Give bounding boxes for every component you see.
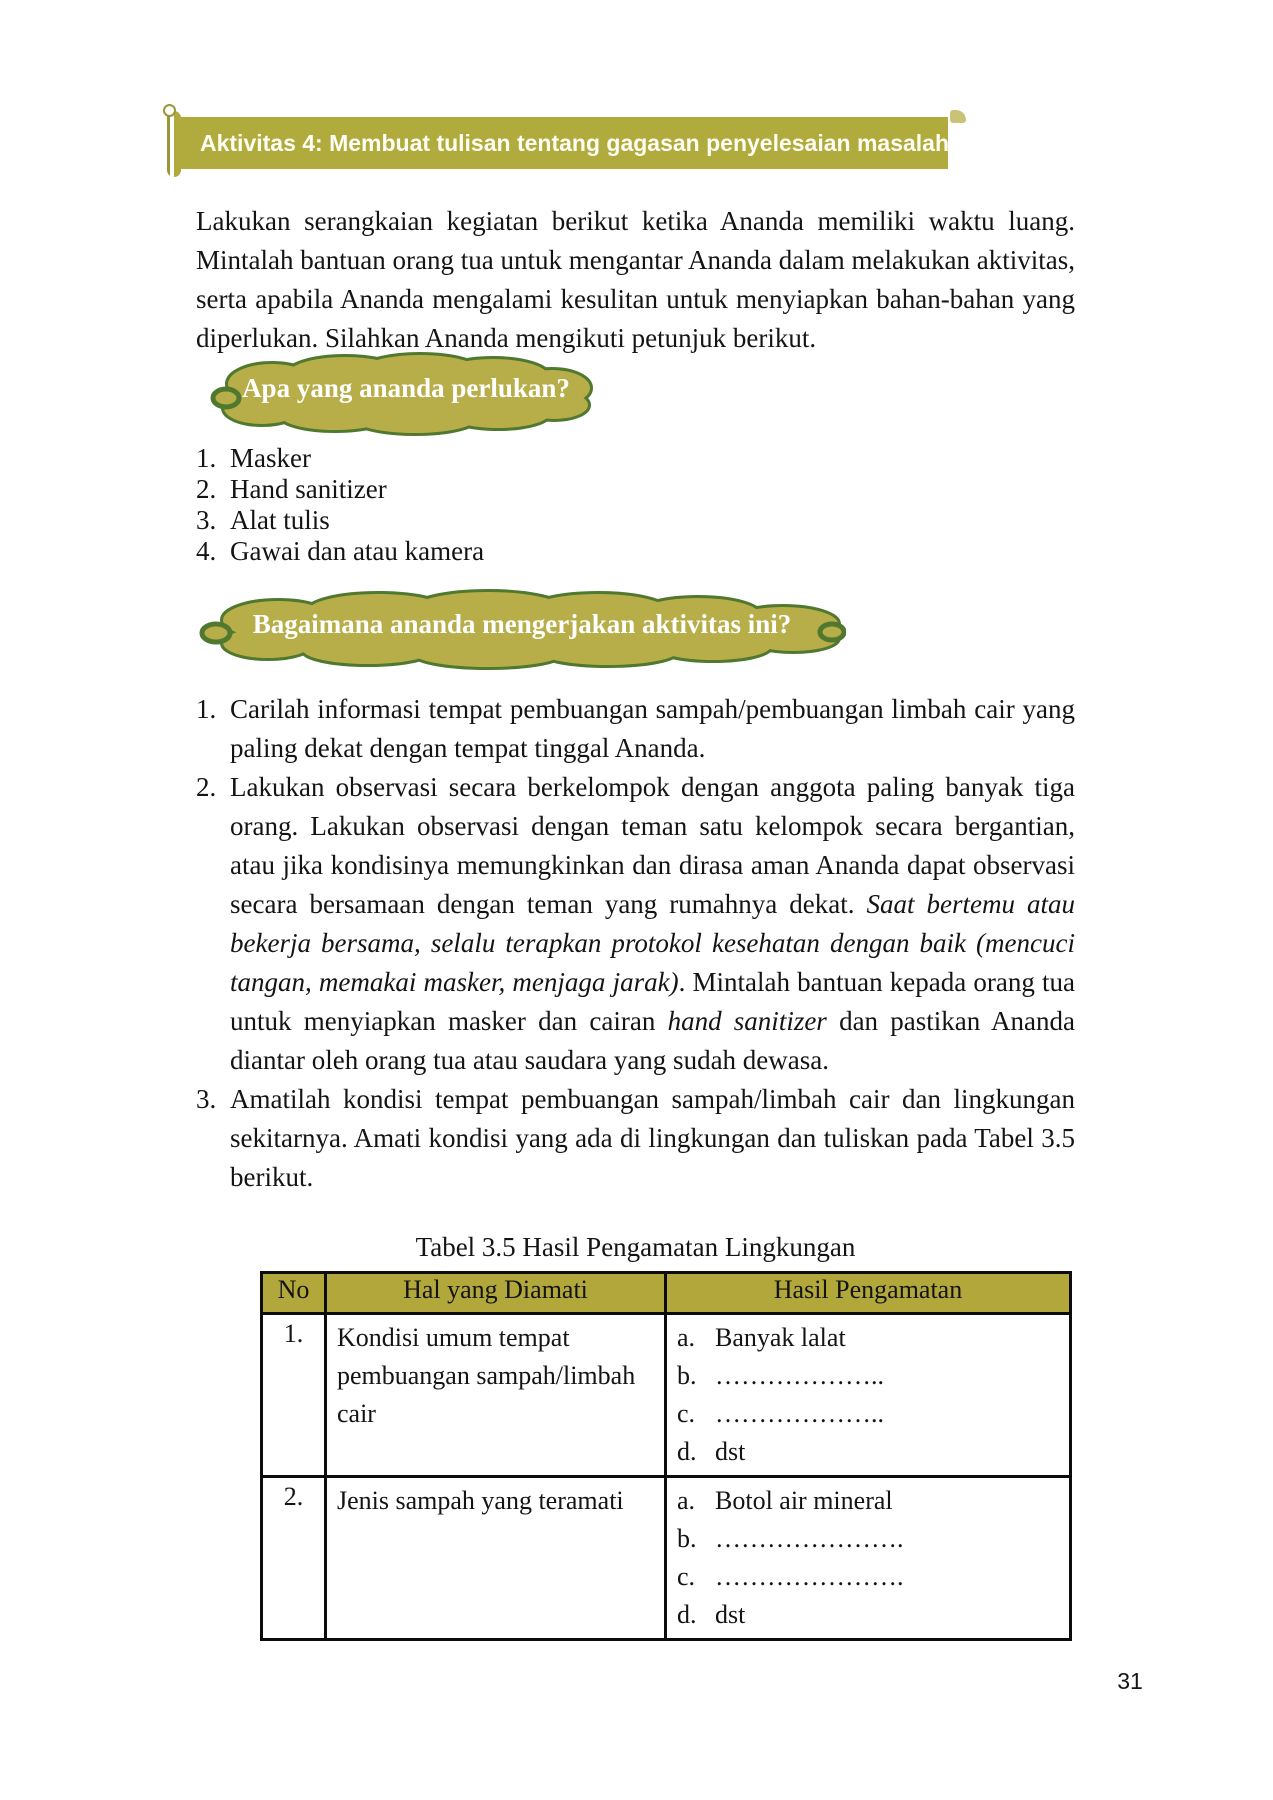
hasil-letter: b. <box>677 1361 697 1390</box>
hasil-text: …………………. <box>715 1524 904 1553</box>
hasil-letter: b. <box>677 1524 697 1553</box>
hasil-text: Botol air mineral <box>715 1486 893 1515</box>
activity-banner-title: Aktivitas 4: Membuat tulisan tentang gagasan penyelesaian masalah <box>200 129 950 156</box>
list-item-label: Gawai dan atau kamera <box>230 536 485 566</box>
list-item <box>196 443 796 474</box>
hasil-letter: a. <box>677 1323 696 1352</box>
cell-hasil <box>666 1314 1071 1477</box>
step-text: Amatilah kondisi tempat pembuangan sampah/limbah cair dan lingkungan sekitarnya. Amati kondisi yang ada di lingkungan dan tuliskan pada Tabel 3.5 berikut. <box>230 1084 1075 1192</box>
banner-corner-curl-icon <box>950 110 966 123</box>
hasil-line <box>677 1596 1063 1634</box>
step-item <box>196 690 1075 768</box>
cell-hal: Jenis sampah yang teramati <box>326 1477 666 1640</box>
instruction-steps <box>196 690 1075 1197</box>
step-number: 1. <box>196 694 217 724</box>
hasil-text: Banyak lalat <box>715 1323 846 1352</box>
list-item <box>196 536 796 567</box>
hasil-line <box>677 1395 1063 1433</box>
list-item-number: 3. <box>196 505 217 535</box>
hasil-text: ……………….. <box>715 1361 884 1390</box>
observation-table <box>260 1271 1072 1641</box>
step-number: 3. <box>196 1084 217 1114</box>
column-header-hasil: Hasil Pengamatan <box>666 1273 1071 1314</box>
column-header-hal: Hal yang Diamati <box>326 1273 666 1314</box>
list-item-label: Alat tulis <box>230 505 330 535</box>
callout-how-label: Bagaimana ananda mengerjakan aktivitas ini? <box>252 608 792 639</box>
list-item-label: Hand sanitizer <box>230 474 387 504</box>
list-item-number: 4. <box>196 536 217 566</box>
hasil-letter: c. <box>677 1562 696 1591</box>
activity-banner <box>176 117 948 169</box>
callout-need-label: Apa yang ananda perlukan? <box>242 372 570 403</box>
materials-list <box>196 443 796 567</box>
table-row <box>262 1477 1071 1640</box>
list-item <box>196 505 796 536</box>
hasil-text: dst <box>715 1600 746 1629</box>
hasil-text: dst <box>715 1437 746 1466</box>
hasil-text: ……………….. <box>715 1399 884 1428</box>
page-number: 31 <box>1117 1668 1143 1694</box>
intro-paragraph: Lakukan serangkaian kegiatan berikut ketika Ananda memiliki waktu luang. Mintalah bantuan orang tua untuk mengantar Ananda dalam melakukan aktivitas, serta apabila Ananda mengalami kesulitan untuk menyiapkan bahan-bahan yang diperlukan. Silahkan Ananda mengikuti petunjuk berikut. <box>196 206 1075 353</box>
hasil-letter: c. <box>677 1399 696 1428</box>
banner-scroll-curl-icon <box>163 104 176 117</box>
list-item-number: 2. <box>196 474 217 504</box>
list-item <box>196 474 796 505</box>
hasil-line <box>677 1520 1063 1558</box>
hasil-letter: d. <box>677 1600 697 1629</box>
list-item-number: 1. <box>196 443 217 473</box>
step-text: Lakukan observasi secara berkelompok dengan anggota paling banyak tiga orang. Lakukan observasi dengan teman satu kelompok secara bergantian, atau jika kondisinya memungkinkan dan dirasa aman Ananda dapat observasi secara bersamaan dengan teman yang rumahnya dekat. Saat bertemu atau bekerja bersama, selalu terapkan protokol kesehatan dengan baik (mencuci tangan, memakai masker, menjaga jarak). Mintalah bantuan kepada orang tua untuk menyiapkan masker dan cairan hand sanitizer dan pastikan Ananda diantar oleh orang tua atau saudara yang sudah dewasa. <box>230 772 1075 1075</box>
callout-cloud-need <box>210 350 602 438</box>
hasil-line <box>677 1558 1063 1596</box>
step-text: Carilah informasi tempat pembuangan sampah/pembuangan limbah cair yang paling dekat dengan tempat tinggal Ananda. <box>230 694 1075 763</box>
table-caption: Tabel 3.5 Hasil Pengamatan Lingkungan <box>415 1232 856 1262</box>
step-item <box>196 1080 1075 1197</box>
callout-cloud-how <box>198 588 846 672</box>
hasil-letter: d. <box>677 1437 697 1466</box>
column-header-no: No <box>262 1273 326 1314</box>
hasil-line <box>677 1357 1063 1395</box>
table-header-row <box>262 1273 1071 1314</box>
hasil-letter: a. <box>677 1486 696 1515</box>
list-item-label: Masker <box>230 443 311 473</box>
cell-hasil <box>666 1477 1071 1640</box>
hasil-line <box>677 1319 1063 1357</box>
hasil-line <box>677 1482 1063 1520</box>
step-item <box>196 768 1075 1080</box>
hasil-line <box>677 1433 1063 1471</box>
step-number: 2. <box>196 772 217 802</box>
cell-no: 2. <box>262 1477 326 1640</box>
table-row <box>262 1314 1071 1477</box>
cell-no: 1. <box>262 1314 326 1477</box>
cell-hal: Kondisi umum tempat pembuangan sampah/limbah cair <box>326 1314 666 1477</box>
hasil-text: …………………. <box>715 1562 904 1591</box>
